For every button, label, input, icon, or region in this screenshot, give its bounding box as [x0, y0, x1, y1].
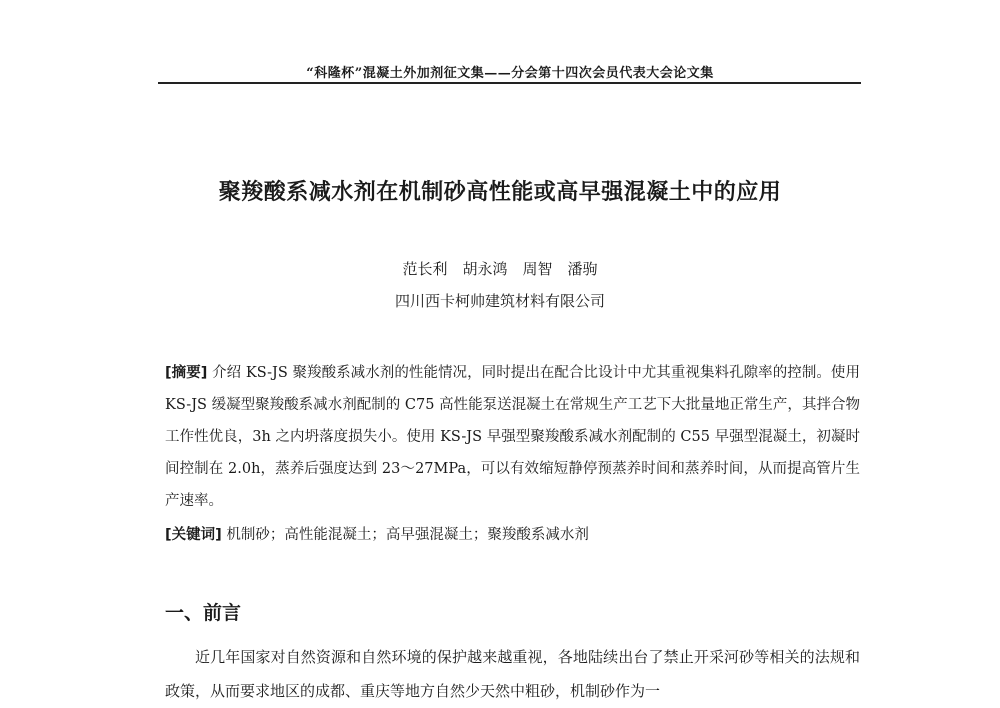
keywords-text: 机制砂；高性能混凝土；高早强混凝土；聚羧酸系减水剂: [226, 527, 589, 543]
keywords: [165, 519, 860, 551]
running-header: “科隆杯”混凝土外加剂征文集——分会第十四次会员代表大会论文集: [306, 66, 714, 81]
paper-title: 聚羧酸系减水剂在机制砂高性能或高早强混凝土中的应用: [218, 180, 782, 205]
keywords-label: [关键词]: [165, 527, 222, 543]
author-affiliation: 四川西卡柯帅建筑材料有限公司: [394, 292, 605, 310]
header-rule: [158, 82, 861, 84]
section-heading-introduction: 一、前言: [165, 602, 242, 624]
introduction-paragraph: 近几年国家对自然资源和自然环境的保护越来越重视，各地陆续出台了禁止开采河砂等相关的法规和政策，从而要求地区的成都、重庆等地方自然少天然中粗砂，机制砂作为一: [165, 648, 860, 700]
abstract-text: 介绍 KS-JS 聚羧酸系减水剂的性能情况，同时提出在配合比设计中尤其重视集料孔隙率的控制。使用 KS-JS 缓凝型聚羧酸系减水剂配制的 C75 高性能泵送混凝土在常规生产工艺下大批量地正常生产，其拌合物工作性优良，3h 之内坍落度损失小。使用 KS-JS 早强型聚羧酸系减水剂配制的 C55 早强型混凝土，初凝时间控制在 2.0h，蒸养后强度达到 23～27MPa，可以有效缩短静停预蒸养时间和蒸养时间，从而提高管片生产速率。: [165, 365, 860, 509]
abstract: [165, 357, 860, 517]
author-list: 范长利 胡永鸿 周智 潘驹: [402, 260, 598, 278]
abstract-label: [摘要]: [165, 365, 208, 381]
